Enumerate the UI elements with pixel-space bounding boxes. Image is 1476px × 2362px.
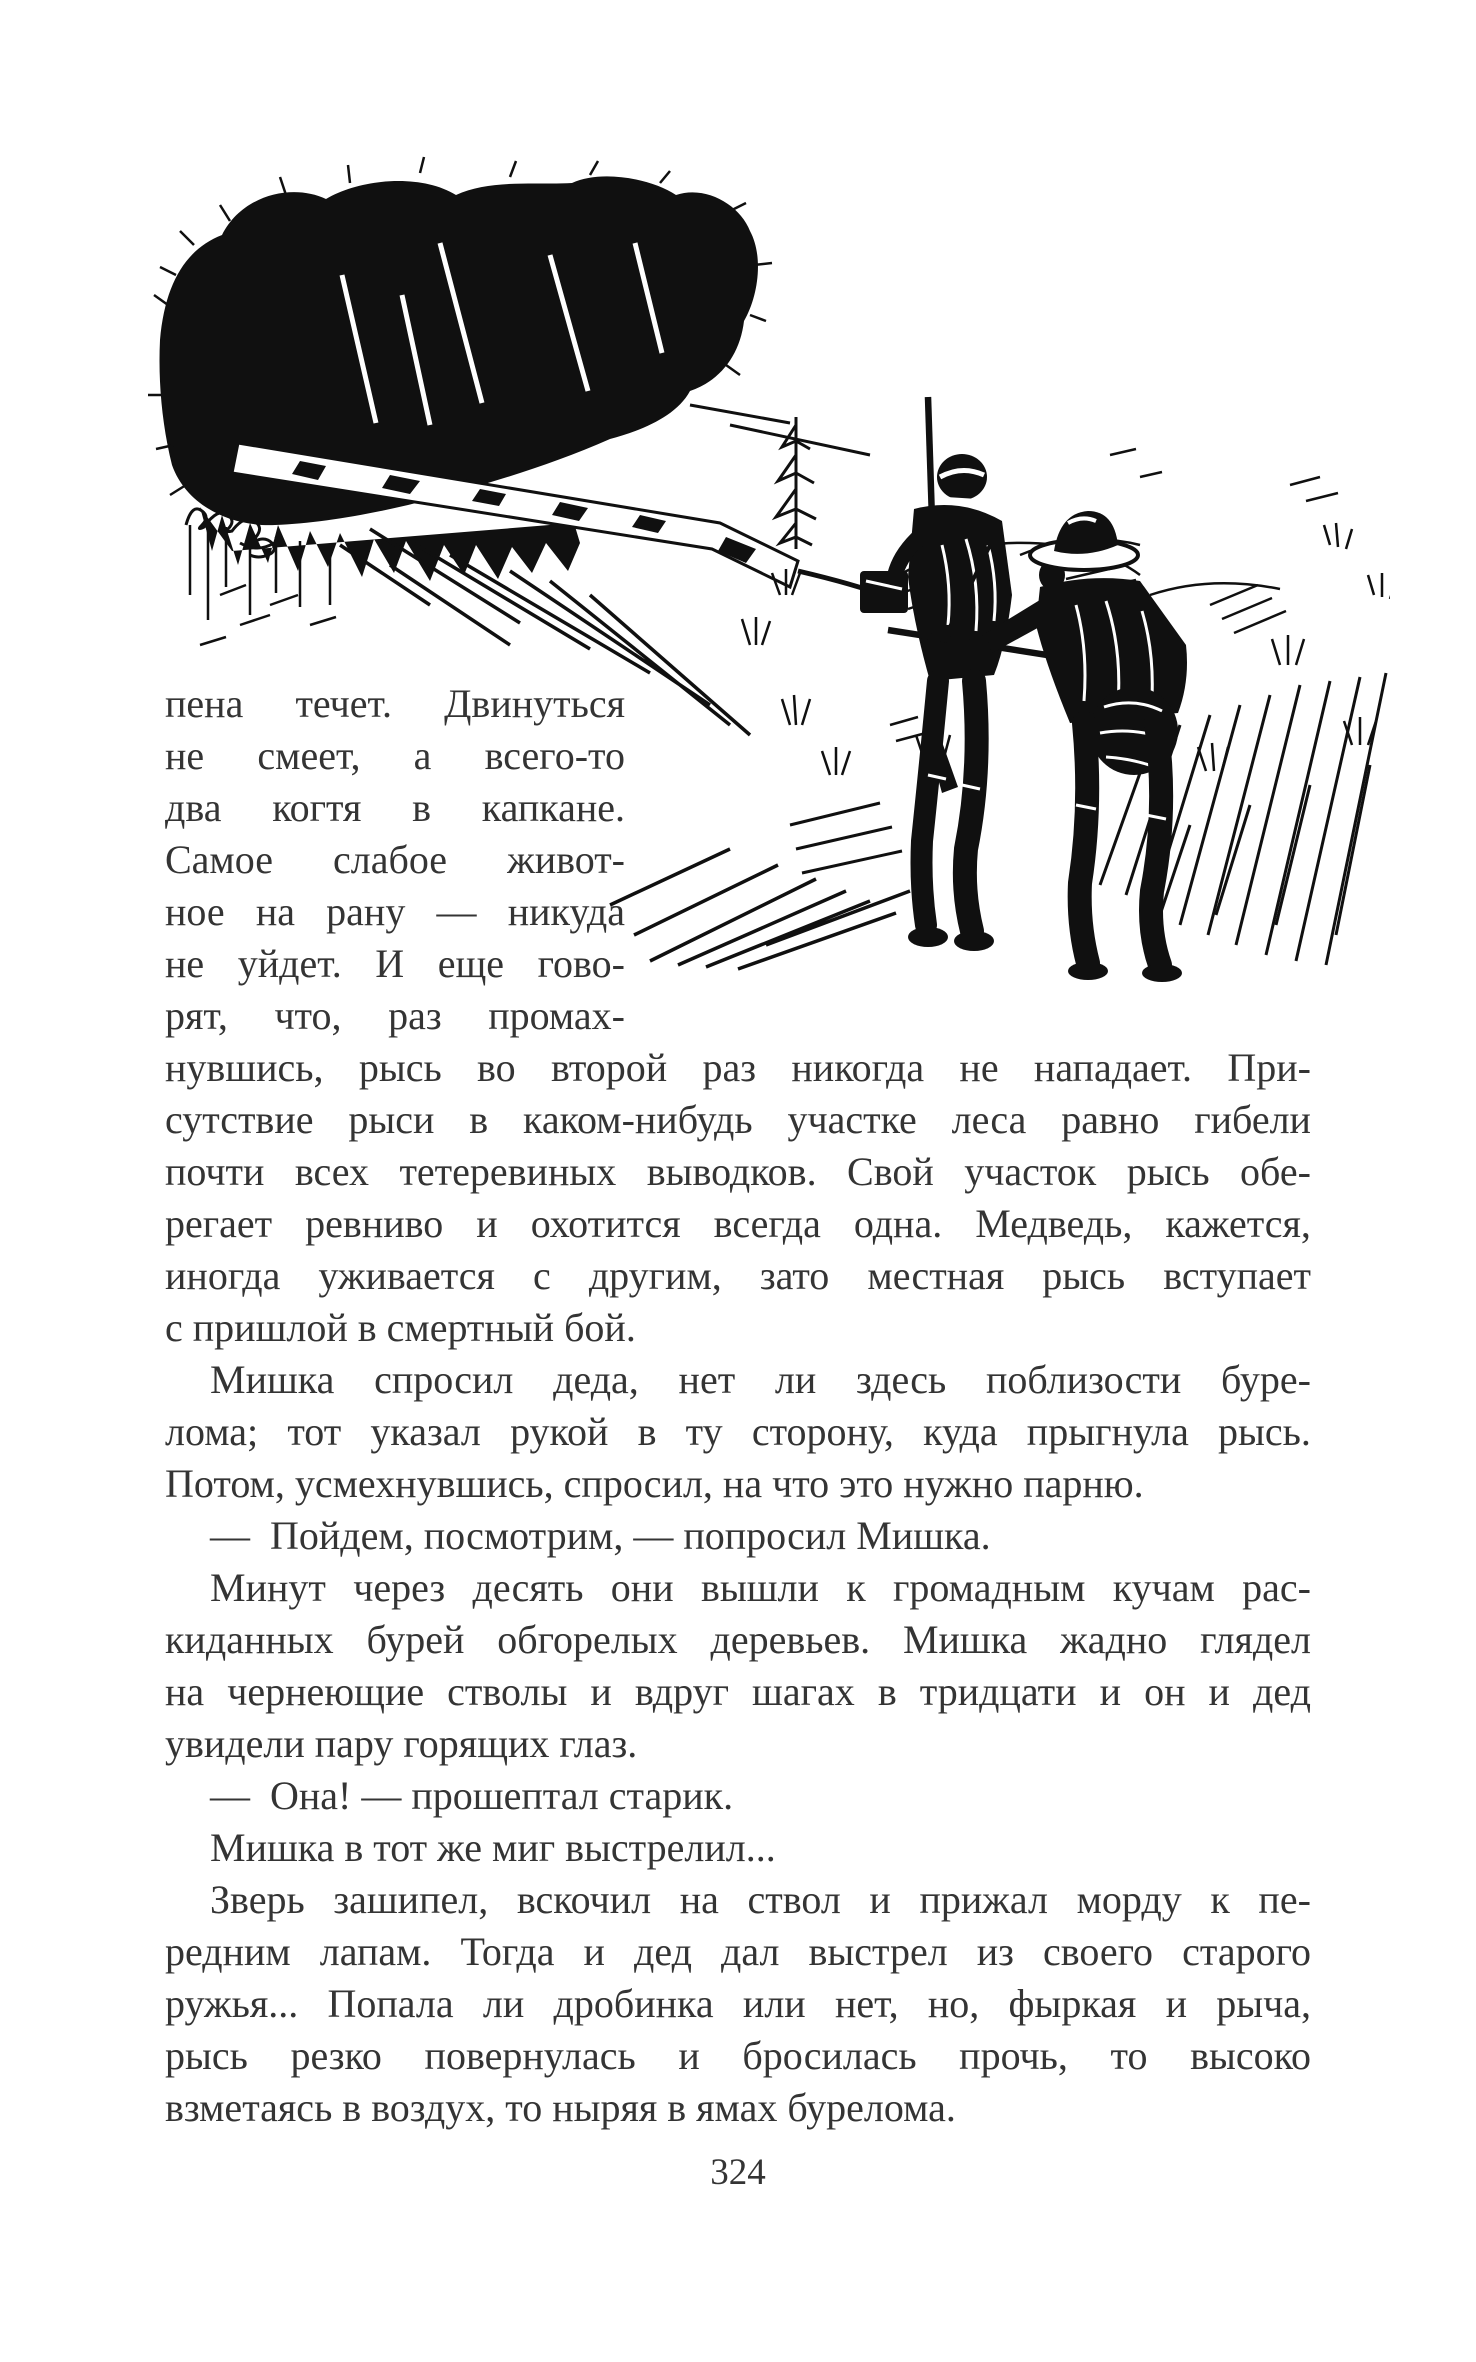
page-number: 324	[710, 2152, 766, 2193]
text-line: Потом, усмехнувшись, спросил, на что это нужно парню.	[165, 1461, 1144, 1506]
text-line: нувшись, рысь во второй раз никогда не нападает. При-	[165, 1045, 1311, 1090]
text-line: рысь резко повернулась и бросилась прочь, то высоко	[165, 2033, 1311, 2078]
text-line: Зверь зашипел, вскочил на ствол и прижал морду к пе-	[210, 1877, 1311, 1922]
text-line: рят, что, раз промах-	[165, 993, 625, 1038]
text-line: на чернеющие стволы и вдруг шагах в тридцати и он и дед	[165, 1669, 1311, 1714]
text-line: увидели пару горящих глаз.	[165, 1721, 638, 1766]
text-line: — Пойдем, посмотрим, — попросил Мишка.	[210, 1513, 991, 1558]
text-line: регает ревниво и охотится всегда одна. Медведь, кажется,	[165, 1201, 1311, 1246]
text-line: Мишка спросил деда, нет ли здесь поблизости буре-	[210, 1357, 1311, 1402]
text-line: два когтя в капкане.	[165, 785, 625, 830]
text-line: ное на рану — никуда	[165, 889, 625, 934]
text-line: лома; тот указал рукой в ту сторону, куда прыгнула рысь.	[165, 1409, 1311, 1454]
text-line: взметаясь в воздух, то ныряя в ямах бурелома.	[165, 2085, 956, 2130]
text-line: — Она! — прошептал старик.	[210, 1773, 734, 1818]
text-line: не уйдет. И еще гово-	[165, 941, 625, 986]
text-line: Минут через десять они вышли к громадным кучам рас-	[210, 1565, 1311, 1610]
text-line: Самое слабое живот-	[165, 837, 625, 882]
text-line: пена течет. Двинуться	[165, 681, 625, 726]
hand-bag	[860, 571, 908, 613]
text-line: с пришлой в смертный бой.	[165, 1305, 636, 1350]
text-line: не смеет, а всего-то	[165, 733, 625, 778]
text-line: ружья... Попала ли дробинка или нет, но, фыркая и рыча,	[165, 1981, 1311, 2026]
text-line: иногда уживается с другим, зато местная рысь вступает	[165, 1253, 1311, 1298]
text-line: редним лапам. Тогда и дед дал выстрел из своего старого	[165, 1929, 1311, 1974]
text-line: киданных бурей обгорелых деревьев. Мишка жадно глядел	[165, 1617, 1311, 1662]
text-line: Мишка в тот же миг выстрелил...	[210, 1825, 776, 1870]
text-line: сутствие рыси в каком-нибудь участке леса равно гибели	[165, 1097, 1311, 1142]
text-line: почти всех тетеревиных выводков. Свой участок рысь обе-	[165, 1149, 1311, 1194]
text-block	[165, 678, 1311, 2134]
